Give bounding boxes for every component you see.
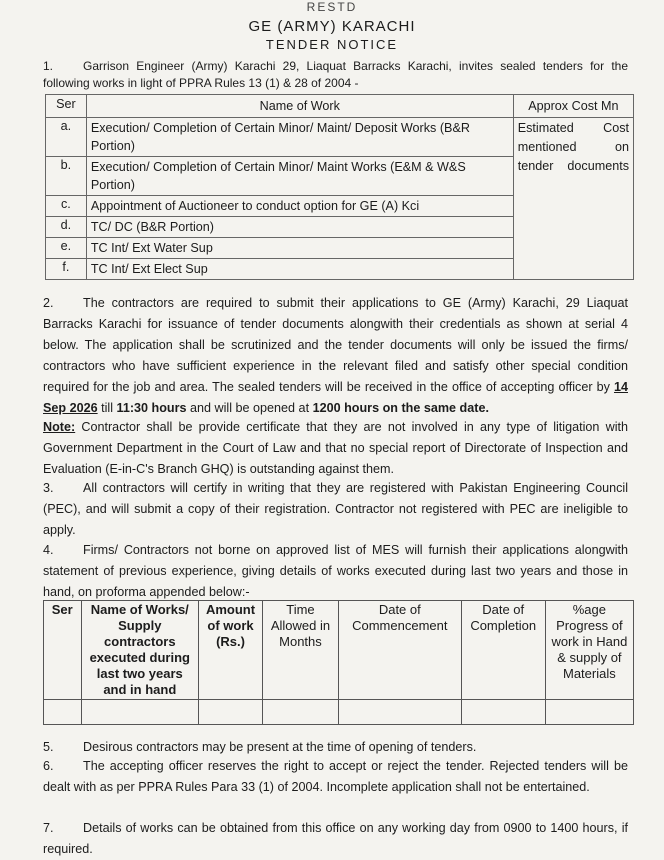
paragraph-number: 4. — [43, 543, 54, 557]
opening-time: 1200 hours on the same date. — [312, 401, 489, 415]
works-table-header — [46, 95, 634, 118]
note-label: Note: — [43, 420, 76, 434]
paragraph-text: Details of works can be obtained from this office on any working day from 0900 to 1400 hours, if required. — [43, 821, 628, 856]
paragraph-6 — [43, 756, 628, 798]
empty-cell — [199, 700, 263, 725]
row-ser: c. — [46, 196, 87, 217]
header-amount: Amount of work (Rs.) — [199, 601, 263, 700]
closing-date: 14 Sep 2026 — [43, 380, 628, 415]
paragraph-text: and will be opened at — [190, 401, 310, 415]
paragraph-text: till — [101, 401, 114, 415]
header-progress: %age Progress of work in Hand & supply of Materials — [545, 601, 633, 700]
paragraph-3 — [43, 478, 628, 541]
header-date-commencement: Date of Commencement — [338, 601, 461, 700]
header-name-of-works: Name of Works/ Supply contractors executed during last two years and in hand — [81, 601, 199, 700]
row-work-name: Execution/ Completion of Certain Minor/ Maint Works (E&M & W&S Portion) — [86, 157, 513, 196]
table-row — [46, 118, 634, 157]
header-ser: Ser — [46, 95, 87, 118]
cost-line: mentioned on — [517, 140, 629, 154]
paragraph-5 — [43, 739, 628, 755]
row-work-name: Appointment of Auctioneer to conduct option for GE (A) Kci — [86, 196, 513, 217]
paragraph-number: 3. — [43, 481, 54, 495]
paragraph-4 — [43, 540, 628, 603]
empty-cell — [338, 700, 461, 725]
row-ser: a. — [46, 118, 87, 157]
header-name-of-work: Name of Work — [86, 95, 513, 118]
closing-time: 11:30 hours — [116, 401, 187, 415]
table-row — [44, 700, 634, 725]
row-work-name: Execution/ Completion of Certain Minor/ Maint/ Deposit Works (B&R Portion) — [86, 118, 513, 157]
row-work-name: TC Int/ Ext Water Sup — [86, 238, 513, 259]
row-ser: d. — [46, 217, 87, 238]
paragraph-7 — [43, 818, 628, 860]
header-time-allowed: Time Allowed in Months — [262, 601, 338, 700]
row-ser: e. — [46, 238, 87, 259]
table-row — [46, 196, 634, 217]
note-text: Contractor shall be provide certificate that they are not involved in any type of litigation with Government Department in the Court of Law and that no special report of Directorate of Inspection and Evaluation (E-in-C's Branch GHQ) is outstanding against them. — [43, 420, 629, 476]
row-work-name: TC Int/ Ext Elect Sup — [86, 259, 513, 280]
row-work-name: TC/ DC (B&R Portion) — [86, 217, 513, 238]
notice-title: TENDER NOTICE — [265, 37, 399, 52]
paragraph-number: 6. — [43, 759, 54, 773]
empty-cell — [545, 700, 633, 725]
paragraph-text: Garrison Engineer (Army) Karachi 29, Liaquat Barracks Karachi, invites sealed tenders for the following works in light of PPRA Rules 13 (1) & 28 of 2004 - — [43, 59, 628, 90]
header-stamp: RESTD — [306, 0, 358, 14]
empty-cell — [461, 700, 545, 725]
row-ser: f. — [46, 259, 87, 280]
empty-cell — [44, 700, 82, 725]
row-ser: b. — [46, 157, 87, 196]
paragraph-text: Desirous contractors may be present at the time of opening of tenders. — [83, 740, 477, 754]
empty-cell — [262, 700, 338, 725]
cost-line: Estimated Cost — [517, 121, 629, 135]
cost-blank-cell — [513, 196, 633, 280]
office-name: GE (ARMY) KARACHI — [248, 18, 416, 35]
empty-cell — [81, 700, 199, 725]
note-paragraph — [43, 417, 628, 480]
paragraph-number: 1. — [43, 59, 54, 73]
paragraph-number: 7. — [43, 821, 54, 835]
proforma-table-header — [44, 601, 634, 700]
paragraph-text: The contractors are required to submit their applications to GE (Army) Karachi, 29 Liaquat Barracks Karachi for issuance of tender documents alongwith their credentials as shown at serial 4 below. The application shall be scrutinized and the tender documents will only be issued the firms/ contractors who have sufficient experience in the relevant filed and satisfy other special condition required for the job and area. The sealed tenders will be received in the office of accepting officer by — [43, 296, 628, 394]
cost-line: tender documents — [517, 159, 629, 173]
proforma-table — [43, 600, 634, 725]
paragraph-text: Firms/ Contractors not borne on approved list of MES will furnish their applications alongwith statement of previous experience, giving details of works executed during last two years and those in hand, on proforma appended below:- — [43, 543, 628, 599]
header-approx-cost: Approx Cost Mn — [513, 95, 633, 118]
paragraph-text: All contractors will certify in writing that they are registered with Pakistan Engineering Council (PEC), and will submit a copy of their registration. Contractor not registered with PEC are ineligible to apply. — [43, 481, 628, 537]
paragraph-1 — [43, 58, 628, 92]
paragraph-text: The accepting officer reserves the right to accept or reject the tender. Rejected tenders will be dealt with as per PPRA Rules Para 33 (1) of 2004. Incomplete application shall not be entertained. — [43, 759, 628, 794]
cost-note — [513, 118, 633, 196]
paragraph-2 — [43, 293, 628, 419]
paragraph-number: 5. — [43, 740, 54, 754]
works-table — [45, 94, 634, 280]
header-date-completion: Date of Completion — [461, 601, 545, 700]
header-ser: Ser — [44, 601, 82, 700]
paragraph-number: 2. — [43, 296, 54, 310]
